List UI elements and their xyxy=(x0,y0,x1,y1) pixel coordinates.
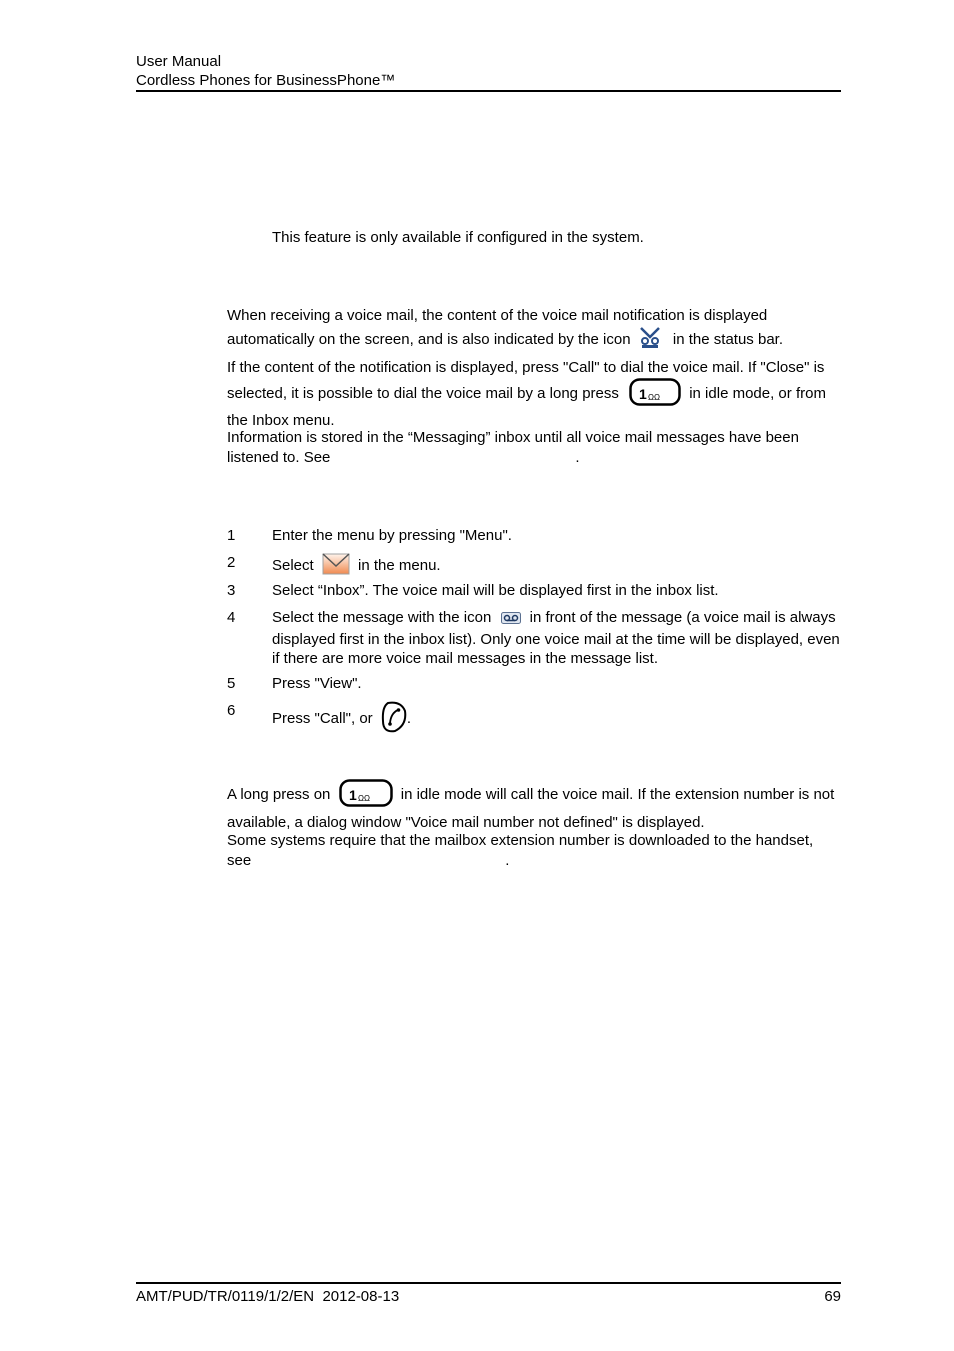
footer-rule xyxy=(136,1282,841,1284)
step-number: 4 xyxy=(227,609,236,626)
voicemail-key-1-icon xyxy=(629,378,681,412)
step-number: 1 xyxy=(227,527,236,544)
longpress-paragraph-1: A long press on 1 ΩΩ in idle mode will call the voice mail. If the extension number is not available, a dialog window "Voice mail number not defined" is displayed. xyxy=(227,779,841,832)
receive-paragraph-1: When receiving a voice mail, the content of the voice mail notification is displayed automatically on the screen, and is also indicated by the icon in the status bar. xyxy=(227,306,841,353)
svg-text:ΩΩ: ΩΩ xyxy=(357,794,370,803)
step-text: Select the message with the icon in front of the message (a voice mail is always displayed first in the inbox list). Only one voice mail at the time will be displayed, even if there are more voice mail messages in the message list. xyxy=(272,609,840,667)
step-number: 2 xyxy=(227,554,236,571)
step-text: Press "View". xyxy=(272,675,362,692)
availability-note: This feature is only available if configured in the system. xyxy=(272,229,644,246)
voicemail-key-1-icon xyxy=(339,779,393,813)
header-title: User Manual xyxy=(136,53,222,70)
step-text: Select “Inbox”. The voice mail will be displayed first in the inbox list. xyxy=(272,582,719,599)
svg-text:1: 1 xyxy=(348,787,357,803)
header-rule xyxy=(136,90,841,92)
svg-text:1: 1 xyxy=(639,385,647,402)
voicemail-message-icon xyxy=(501,610,521,630)
svg-text:ΩΩ: ΩΩ xyxy=(648,392,661,402)
step-number: 6 xyxy=(227,702,236,719)
step-number: 5 xyxy=(227,675,236,692)
footer-document-id: AMT/PUD/TR/0119/1/2/EN 2012-08-13 xyxy=(136,1288,400,1305)
envelope-menu-icon xyxy=(322,553,350,581)
page-number: 69 xyxy=(824,1288,841,1305)
receive-paragraph-3: Information is stored in the “Messaging” inbox until all voice mail messages have been listened to. See . xyxy=(227,429,799,466)
voicemail-status-icon xyxy=(639,326,661,354)
receive-paragraph-2: If the content of the notification is displayed, press "Call" to dial the voice mail. If "Close" is selected, it is possible to dial the voice mail by a long press 1 ΩΩ in idle mode, or from the Inbox menu. xyxy=(227,359,826,429)
step-text: Select in the menu. xyxy=(272,553,841,581)
step-text: Press "Call", or . xyxy=(272,701,841,739)
step-number: 3 xyxy=(227,582,236,599)
longpress-paragraph-2: Some systems require that the mailbox extension number is downloaded to the handset, see . xyxy=(227,832,814,869)
call-key-icon xyxy=(381,701,407,739)
header-subtitle: Cordless Phones for BusinessPhone™ xyxy=(136,72,396,89)
step-text: Enter the menu by pressing "Menu". xyxy=(272,527,512,544)
